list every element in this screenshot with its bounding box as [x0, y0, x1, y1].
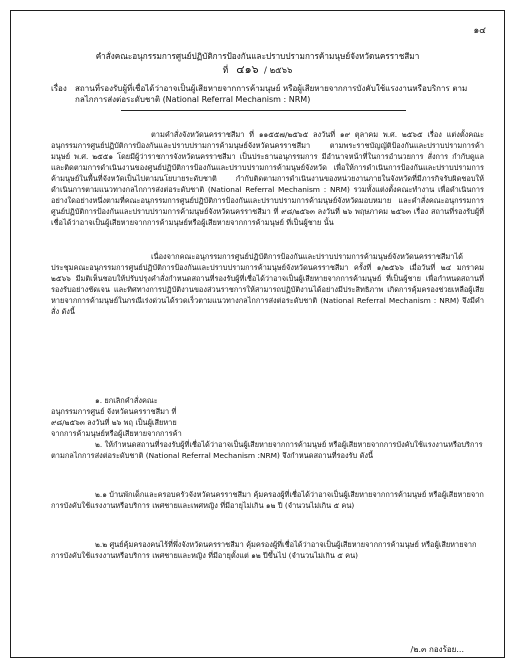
divider-line — [121, 110, 406, 111]
order-title: คำสั่งคณะอนุกรรมการศูนย์ปฏิบัติการป้องกันและปราบปรามการค้ามนุษย์จังหวัดนครราชสีมา — [95, 51, 420, 61]
item-2-2 — [51, 539, 484, 561]
paragraph-background-text: ตามคำสั่งจังหวัดนครราชสีมา ที่ ๑๑๕๕๗/๒๕๖๕ ลงวันที่ ๑๙ ตุลาคม พ.ศ. ๒๕๖๕ เรื่อง แต่งตั้งคณะอนุกรรมการศูนย์ปฏิบัติการป้องกันและปราบปรามการค้ามนุษย์จังหวัดนครราชสีมา ตามพระราชบัญญัติป้องกันและปราบปรามการค้ามนุษย์ พ.ศ. ๒๕๕๑ โดยมีผู้ว่าราชการจังหวัดนครราชสีมา เป็นประธานอนุกรรมการ มีอำนาจหน้าที่ในการอำนวยการ สั่งการ กำกับดูแล และติดตามการดำเนินงานของศูนย์ปฏิบัติการป้องกันและปราบปรามการค้ามนุษย์จังหวัด เพื่อให้การดำเนินการป้องกันและปราบปรามการค้ามนุษย์ในพื้นที่จังหวัดเป็นไปตามนโยบายระดับชาติ กำกับติดตามการดำเนินงานของหน่วยงานภายในจังหวัดที่มีภารกิจรับผิดชอบให้ดำเนินการตามแนวทางกลไกการส่งต่อระดับชาติ (National Referral Mechanism : NRM) รวมทั้งแต่งตั้งคณะทำงาน เพื่อดำเนินการอย่างใดอย่างหนึ่งตามที่คณะอนุกรรมการศูนย์ปฏิบัติการป้องกันและปราบปรามการค้ามนุษย์จังหวัดมอบหมาย และคำสั่งคณะอนุกรรมการศูนย์ปฏิบัติการป้องกันและปราบปรามการค้ามนุษย์จังหวัดนครราชสีมา ที่ ๙๘/๒๕๖๓ ลงวันที่ ๒๖ พฤษภาคม ๒๕๖๓ เรื่อง สถานที่รองรับผู้ที่เชื่อได้ว่าอาจเป็นผู้เสียหายจากการค้ามนุษย์หรือผู้เสียหายจากการค้ามนุษย์ ที่เป็นผู้ชาย นั้น — [51, 130, 484, 227]
item-2-1-text: ๒.๑ บ้านพักเด็กและครอบครัวจังหวัดนครราชสีมา คุ้มครองผู้ที่เชื่อได้ว่าอาจเป็นผู้เสียหายจากการค้ามนุษย์ หรือผู้เสียหายจากการบังคับใช้แรงงานหรือบริการ เพศชายและเพศหญิง ที่มีอายุไม่เกิน ๑๒ ปี (จำนวนไม่เกิน ๕ คน) — [51, 490, 484, 510]
document-page — [10, 10, 505, 658]
continuation-marker: /๒.๓ กองร้อย... — [410, 645, 464, 654]
order-number: ๔๑๖ — [236, 63, 259, 76]
paragraph-reason — [51, 251, 484, 317]
order-prefix: ที่ — [222, 66, 229, 76]
subject-label: เรื่อง — [51, 84, 67, 93]
item-2-1 — [51, 489, 484, 511]
item-1-text: ๑. ยกเลิกคำสั่งคณะอนุกรรมการศูนย์ จังหวัดนครราชสีมา ที่ ๙๘/๒๕๖๓ ลงวันที่ ๒๖ พฤ เป็นผู้เสียหายจากการค้ามนุษย์หรือผู้เสียหายจากการค้า — [51, 396, 182, 438]
subject-block — [51, 83, 484, 105]
item-2-2-text: ๒.๒ ศูนย์คุ้มครองคนไร้ที่พึ่งจังหวัดนครราชสีมา คุ้มครองผู้ที่เชื่อได้ว่าอาจเป็นผู้เสียหายจากการค้ามนุษย์ หรือผู้เสียหายจากการบังคับใช้แรงงานหรือบริการ เพศชายและหญิง ที่มีอายุตั้งแต่ ๑๒ ปีขึ้นไป (จำนวนไม่เกิน ๕ คน) — [51, 540, 477, 560]
paragraph-background — [51, 129, 484, 228]
item-2 — [51, 439, 484, 461]
order-number-line — [11, 64, 504, 77]
paragraph-reason-text: เนื่องจากคณะอนุกรรมการศูนย์ปฏิบัติการป้องกันและปราบปรามการค้ามนุษย์จังหวัดนครราชสีมาได้ประชุมคณะอนุกรรมการศูนย์ปฏิบัติการป้องกันและปราบปรามการค้ามนุษย์จังหวัดนครราชสีมา ครั้งที่ ๑/๒๕๖๖ เมื่อวันที่ ๒๔ มกราคม ๒๕๖๖ มีมติเห็นชอบให้ปรับปรุงคำสั่งกำหนดสถานที่รองรับผู้ที่เชื่อได้ว่าอาจเป็นผู้เสียหายจากการค้ามนุษย์ ที่เป็นผู้ชาย เพื่อกำหนดสถานที่รองรับอย่างชัดเจน และทิศทางการปฏิบัติงานของส่วนราชการให้สามารถปฏิบัติงานได้อย่างมีประสิทธิภาพ เกิดการคุ้มครองช่วยเหลือผู้เสียหายจากการค้ามนุษย์ในกรณีเร่งด่วนได้รวดเร็วตามแนวทางกลไกการส่งต่อระดับชาติ (National Referral Mechanism : NRM) จึงมีคำสั่ง ดังนี้ — [51, 252, 484, 316]
page-number: ๑๔ — [473, 26, 486, 36]
order-year: / ๒๕๖๖ — [264, 66, 293, 76]
subject-text: สถานที่รองรับผู้ที่เชื่อได้ว่าอาจเป็นผู้เสียหายจากการค้ามนุษย์ หรือผู้เสียหายจากการบังคับใช้แรงงานหรือบริการ ตามกลไกการส่งต่อระดับชาติ (National Referral Mechanism : NRM) — [75, 84, 468, 104]
item-2-text: ๒. ให้กำหนดสถานที่รองรับผู้ที่เชื่อได้ว่าอาจเป็นผู้เสียหายจากการค้ามนุษย์ หรือผู้เสียหายจากการบังคับใช้แรงงานหรือบริการ ตามกลไกการส่งต่อระดับชาติ (National Referral Mechanism :NRM) จึงกำหนดสถานที่รองรับ ดังนี้ — [51, 440, 483, 460]
item-1 — [51, 395, 184, 439]
